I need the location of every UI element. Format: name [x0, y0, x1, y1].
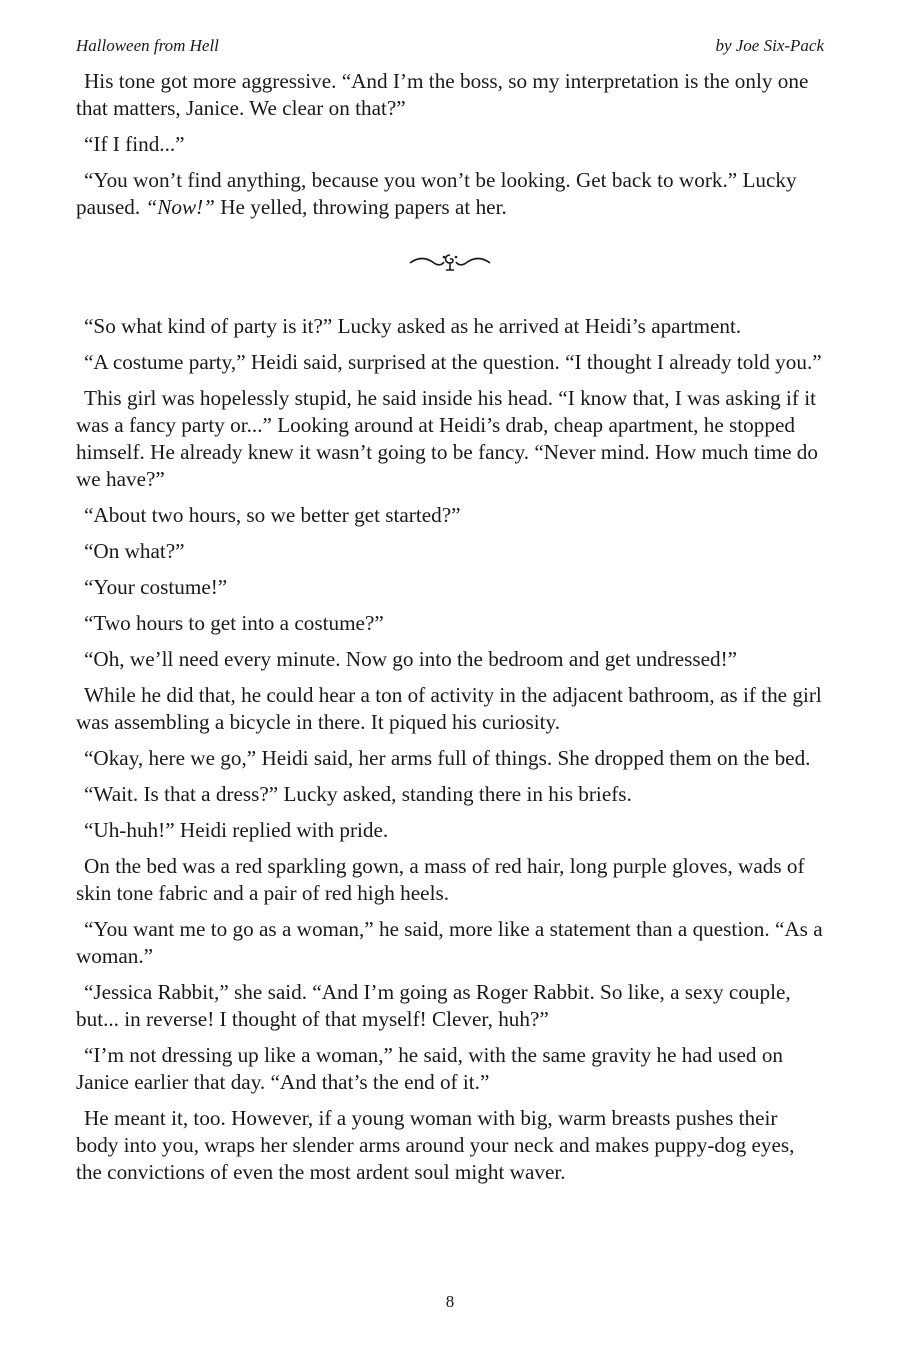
paragraph: “Uh-huh!” Heidi replied with pride.	[84, 818, 389, 842]
paragraph: “About two hours, so we better get started?”	[84, 503, 461, 527]
paragraph: On the bed was a red sparkling gown, a mass of red hair, long purple gloves, wads of skin tone fabric and a pair of red high heels.	[76, 854, 805, 905]
paragraph: This girl was hopelessly stupid, he said inside his head. “I know that, I was asking if it was a fancy party or...” Looking around at Heidi’s drab, cheap apartment, he stopped himself. He already knew it wasn’t going to be fancy. “Never mind. How much time do we have?”	[76, 386, 818, 491]
running-header	[76, 36, 824, 56]
paragraph: While he did that, he could hear a ton of activity in the adjacent bathroom, as if the girl was assembling a bicycle in there. It piqued his curiosity.	[76, 683, 822, 734]
paragraph: “Wait. Is that a dress?” Lucky asked, standing there in his briefs.	[84, 782, 632, 806]
paragraph: “Jessica Rabbit,” she said. “And I’m going as Roger Rabbit. So like, a sexy couple, but... in reverse! I thought of that myself! Clever, huh?”	[76, 980, 791, 1031]
paragraph: “Oh, we’ll need every minute. Now go into the bedroom and get undressed!”	[84, 647, 738, 671]
paragraph: “I’m not dressing up like a woman,” he said, with the same gravity he had used on Janice earlier that day. “And that’s the end of it.”	[76, 1043, 784, 1094]
page-body	[76, 68, 824, 1195]
paragraph: He meant it, too. However, if a young woman with big, warm breasts pushes their body into you, wraps her slender arms around your neck and makes puppy-dog eyes, the convictions of even the most ardent soul might waver.	[76, 1106, 795, 1184]
paragraph: “So what kind of party is it?” Lucky asked as he arrived at Heidi’s apartment.	[84, 314, 742, 338]
paragraph: “Your costume!”	[84, 575, 228, 599]
paragraph: His tone got more aggressive. “And I’m the boss, so my interpretation is the only one that matters, Janice. We clear on that?”	[76, 69, 809, 120]
page-number: 8	[445, 1292, 455, 1311]
paragraph: “If I find...”	[84, 132, 185, 156]
paragraph: “You won’t find anything, because you won’t be looking. Get back to work.” Lucky paused. “Now!” He yelled, throwing papers at her.	[76, 168, 797, 219]
paragraph: “Two hours to get into a costume?”	[84, 611, 384, 635]
paragraph: “You want me to go as a woman,” he said, more like a statement than a question. “As a woman.”	[76, 917, 823, 968]
paragraph: “A costume party,” Heidi said, surprised at the question. “I thought I already told you.”	[84, 350, 822, 374]
header-author: by Joe Six-Pack	[715, 36, 824, 55]
emphasis-text: “Now!”	[145, 195, 215, 219]
header-book-title: Halloween from Hell	[76, 36, 219, 55]
paragraph: “Okay, here we go,” Heidi said, her arms full of things. She dropped them on the bed.	[84, 746, 811, 770]
fleuron-divider-icon	[76, 251, 824, 279]
paragraph: “On what?”	[84, 539, 185, 563]
